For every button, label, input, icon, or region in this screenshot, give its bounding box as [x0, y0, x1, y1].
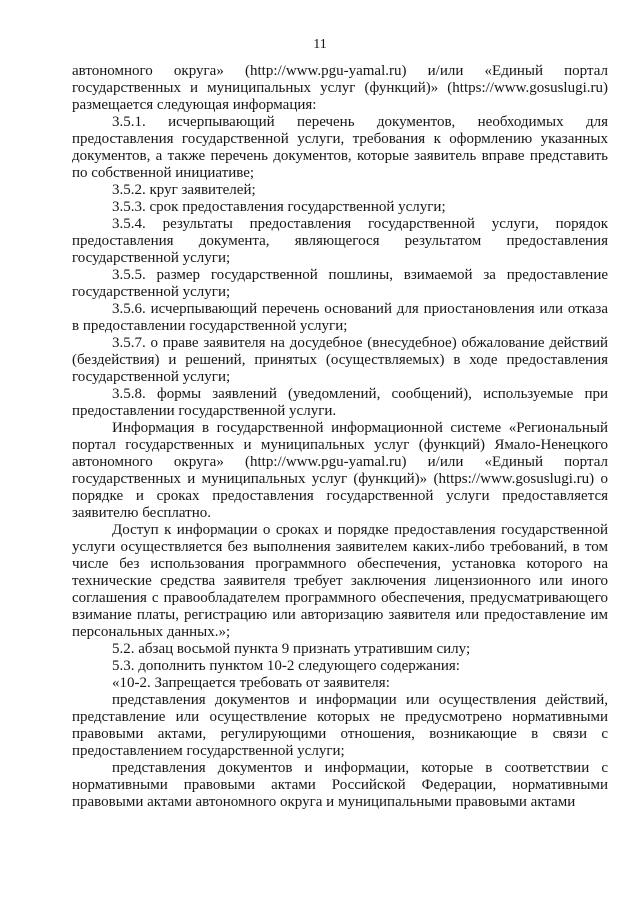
paragraph-information: Информация в государственной информационной системе «Региональный портал государственных и муниципальных услуг (функций) Ямало-Ненецкого автономного округа» (http://www.pgu-yamal.ru) и/или «Единый портал государственных и муниципальных услуг (функций)» (https://www.gosuslugi.ru) о порядке и сроках предоставления государственной услуги предоставляется заявителю бесплатно.: [72, 420, 608, 521]
paragraph-3-5-2: 3.5.2. круг заявителей;: [112, 182, 256, 198]
paragraph-3-5-7: 3.5.7. о праве заявителя на досудебное (внесудебное) обжалование действий (бездействия) и решений, принятых (осуществляемых) в ходе предоставления государственной услуги;: [72, 335, 608, 385]
paragraph-5-3: 5.3. дополнить пунктом 10-2 следующего содержания:: [112, 658, 460, 674]
paragraph-3-5-1: 3.5.1. исчерпывающий перечень документов, необходимых для предоставления государственной услуги, требования к оформлению указанных документов, а также перечень документов, которые заявитель вправе представить по собственной инициативе;: [72, 114, 608, 181]
paragraph-3-5-8: 3.5.8. формы заявлений (уведомлений, сообщений), используемые при предоставлении государственной услуги.: [72, 386, 608, 419]
paragraph-intro: автономного округа» (http://www.pgu-yamal.ru) и/или «Единый портал государственных и муниципальных услуг (функций)» (https://www.gosuslugi.ru) размещается следующая информация:: [72, 63, 608, 113]
paragraph-10-2: «10-2. Запрещается требовать от заявителя:: [112, 675, 390, 691]
paragraph-5-2: 5.2. абзац восьмой пункта 9 признать утратившим силу;: [112, 641, 471, 657]
paragraph-access: Доступ к информации о сроках и порядке предоставления государственной услуги осуществляется без выполнения заявителем каких-либо требований, в том числе без использования программного обеспечения, установка которого на технические средства заявителя требует заключения лицензионного или иного соглашения с правообладателем программного обеспечения, предусматривающего взимание платы, регистрацию или авторизацию заявителя или предоставление им персональных данных.»;: [72, 522, 608, 640]
paragraph-3-5-3: 3.5.3. срок предоставления государственной услуги;: [112, 199, 446, 215]
paragraph-3-5-6: 3.5.6. исчерпывающий перечень оснований для приостановления или отказа в предоставлении государственной услуги;: [72, 301, 608, 334]
paragraph-3-5-5: 3.5.5. размер государственной пошлины, взимаемой за предоставление государственной услуги;: [72, 267, 608, 300]
paragraph-3-5-4: 3.5.4. результаты предоставления государственной услуги, порядок предоставления документа, являющегося результатом предоставления государственной услуги;: [72, 216, 608, 266]
page-number: 11: [313, 37, 327, 52]
paragraph-requirement-1: представления документов и информации или осуществления действий, представление или осуществление которых не предусмотрено нормативными правовыми актами, регулирующими отношения, возникающие в связи с предоставлением государственной услуги;: [72, 692, 608, 759]
document-body: [72, 63, 608, 811]
paragraph-requirement-2: представления документов и информации, которые в соответствии с нормативными правовыми актами Российской Федерации, нормативными правовыми актами автономного округа и муниципальными правовыми актами: [72, 760, 608, 810]
